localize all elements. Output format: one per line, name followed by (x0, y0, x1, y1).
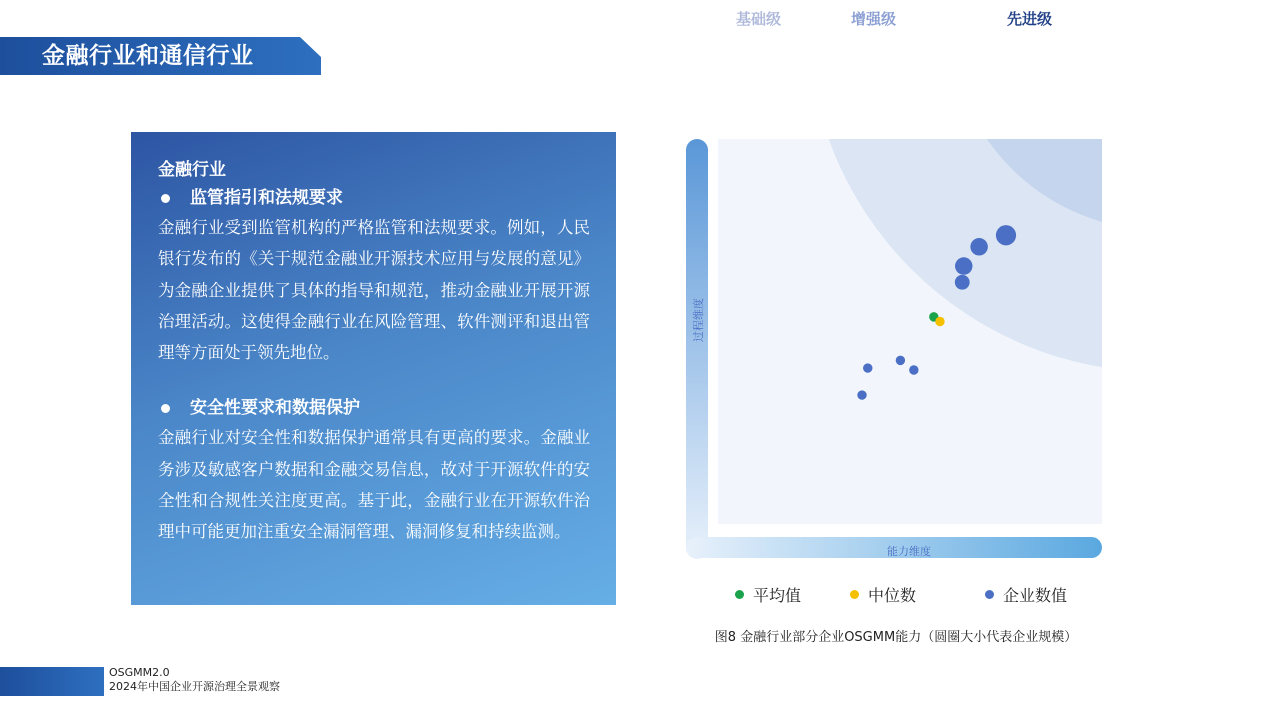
enterprise-point-8 (857, 390, 866, 399)
legend-enterprise (985, 583, 1067, 606)
enterprise-point-7 (863, 363, 872, 372)
enterprise-dot-icon (985, 590, 994, 599)
panel-heading: 金融行业 (158, 160, 226, 180)
legend-average-label: 平均值 (753, 586, 802, 605)
section-2-title: 安全性要求和数据保护 (190, 398, 360, 419)
x-axis-label: 能力维度 (887, 545, 931, 558)
footer-bar (0, 667, 104, 696)
page-title: 金融行业和通信行业 (42, 43, 254, 69)
footer-text (109, 666, 280, 694)
median-dot-icon (850, 590, 859, 599)
enterprise-point-4 (955, 275, 970, 290)
footer-line-1: OSGMM2.0 (109, 666, 170, 679)
legend-average (735, 583, 801, 606)
legend-median-label: 中位数 (868, 586, 917, 605)
figure-caption (0, 626, 1280, 645)
level-advanced-label: 先进级 (1007, 10, 1053, 28)
average-dot-icon (735, 590, 744, 599)
level-basic-label: 基础级 (736, 10, 782, 28)
enterprise-point-5 (896, 356, 905, 365)
section-1-text: 金融行业受到监管机构的严格监管和法规要求。例如，人民银行发布的《关于规范金融业开源技术应用与发展的意见》为金融企业提供了具体的指导和规范，推动金融业开展开源治理活动。这使得金融行业在风险管理、软件测评和退出管理等方面处于领先地位。 (158, 218, 590, 363)
enterprise-point-3 (955, 257, 973, 275)
enterprise-point-1 (996, 225, 1016, 245)
level-enhanced-label: 增强级 (851, 10, 897, 28)
median-point (935, 317, 944, 326)
legend-enterprise-label: 企业数值 (1003, 586, 1068, 605)
y-axis-label: 过程维度 (692, 298, 705, 342)
enterprise-point-2 (970, 238, 988, 256)
section-2-text: 金融行业对安全性和数据保护通常具有更高的要求。金融业务涉及敏感客户数据和金融交易信息，故对于开源软件的安全性和合规性关注度更高。基于此，金融行业在开源软件治理中可能更加注重安全漏洞管理、漏洞修复和持续监测。 (158, 428, 590, 542)
enterprise-point-6 (909, 365, 918, 374)
section-1-title: 监管指引和法规要求 (190, 188, 343, 208)
footer-line-2: 2024年中国企业开源治理全景观察 (109, 680, 280, 693)
figure-caption-text: 图8 金融行业部分企业OSGMM能力（圆圈大小代表企业规模） (714, 630, 1078, 645)
y-axis-bar (686, 139, 708, 559)
legend-median (850, 583, 916, 606)
